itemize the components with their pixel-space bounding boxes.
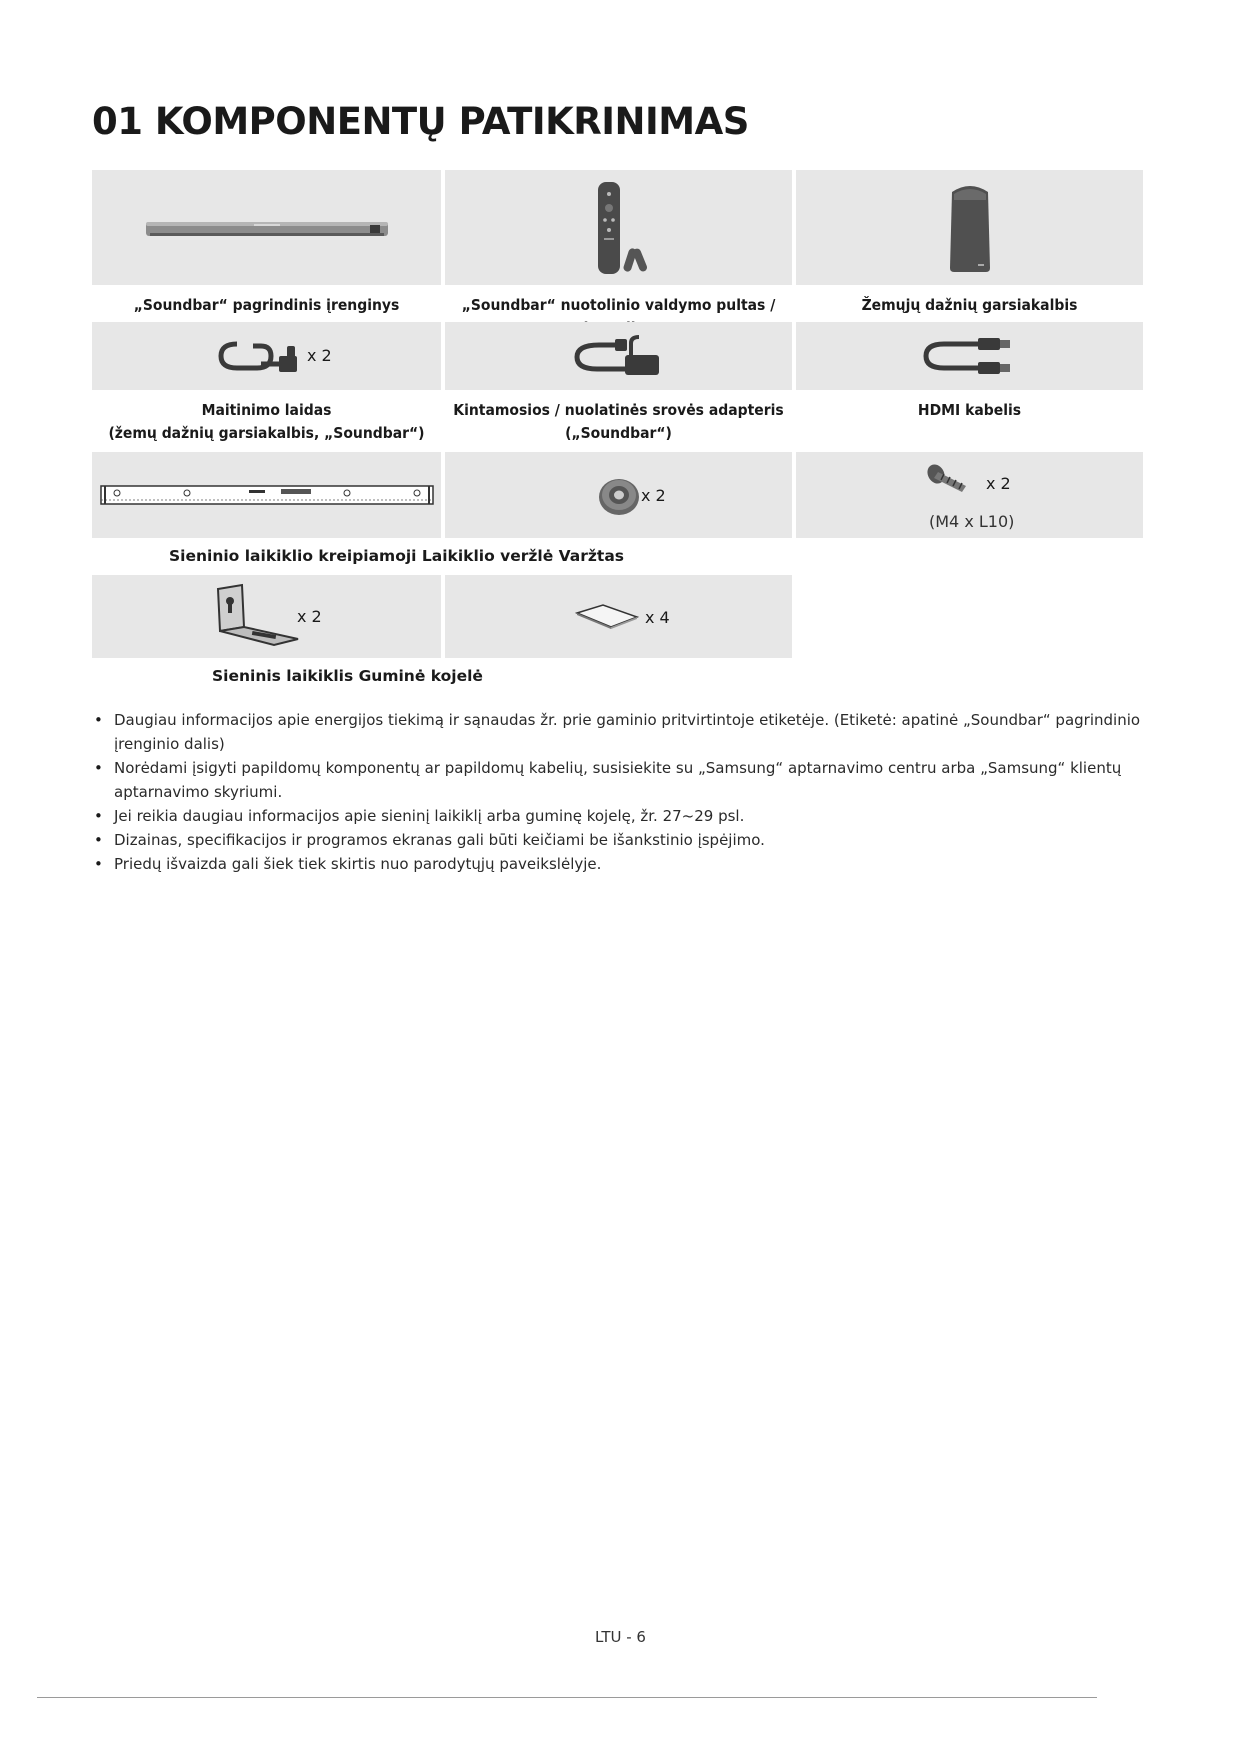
subwoofer-caption: Žemųjų dažnių garsiakalbis [861, 296, 1078, 314]
soundbar-image-cell [92, 170, 441, 285]
notes-list [92, 708, 1152, 876]
note-item: • Daugiau informacijos apie energijos tiekimą ir sąnaudas žr. prie gaminio pritvirtintoje etiketėje. (Etiketė: apatinė „Soundbar“ pagrindinio įrenginio dalis) [92, 708, 1152, 756]
soundbar-caption: „Soundbar“ pagrindinis įrenginys [133, 296, 400, 314]
note-item: • Priedų išvaizda gali šiek tiek skirtis nuo parodytųjų paveikslėlyje. [92, 852, 1152, 876]
soundbar-icon [142, 213, 392, 243]
note-item: • Jei reikia daugiau informacijos apie sieninį laikiklį arba guminę kojelę, žr. 27~29 psl. [92, 804, 1152, 828]
power-cord-image-cell [92, 322, 441, 390]
rubber-foot-image-cell [445, 575, 792, 658]
adapter-caption: Kintamosios / nuolatinės srovės adapteris („Soundbar“) [453, 401, 784, 442]
screw-image-cell [796, 452, 1143, 538]
holder-nut-image-cell [445, 452, 792, 538]
power-cord-icon [217, 334, 317, 378]
screw-icon [926, 462, 972, 496]
bracket-row-caption: Sieninis laikiklis Guminė kojelė [212, 667, 483, 685]
adapter-image-cell [445, 322, 792, 390]
hdmi-image-cell [796, 322, 1143, 390]
screw-size-label: (M4 x L10) [929, 512, 1015, 531]
page-number: LTU - 6 [595, 1628, 646, 1646]
page-title: 01 KOMPONENTŲ PATIKRINIMAS [92, 100, 749, 143]
subwoofer-icon [940, 178, 1000, 278]
note-item: • Dizainas, specifikacijos ir programos ekranas gali būti keičiami be išankstinio įspėjimo. [92, 828, 1152, 852]
bracket-image-cell [92, 575, 441, 658]
holder-nut-icon [595, 471, 643, 519]
wall-mount-guide-icon [99, 483, 435, 507]
rubber-foot-qty: x 4 [645, 608, 670, 627]
screw-qty: x 2 [986, 474, 1011, 493]
remote-image-cell [445, 170, 792, 285]
hdmi-caption: HDMI kabelis [917, 401, 1022, 419]
rubber-foot-icon [575, 601, 639, 631]
power-cord-qty: x 2 [307, 346, 332, 365]
note-item: • Norėdami įsigyti papildomų komponentų ar papildomų kabelių, susisiekite su „Samsung“ aptarnavimo centru arba „Samsung“ klientų aptarnavimo skyriumi. [92, 756, 1152, 804]
remote-caption: „Soundbar“ nuotolinio valdymo pultas / [461, 296, 776, 314]
subwoofer-image-cell [796, 170, 1143, 285]
hdmi-cable-icon [920, 336, 1020, 376]
power-cord-caption: Maitinimo laidas (žemų dažnių garsiakalbis, „Soundbar“) [108, 401, 425, 442]
remote-control-icon [584, 178, 654, 278]
footer-divider [37, 1697, 1097, 1698]
ac-dc-adapter-icon [569, 333, 669, 379]
wall-guide-row-caption: Sieninio laikiklio kreipiamoji Laikiklio veržlė Varžtas [169, 547, 625, 565]
bracket-qty: x 2 [297, 607, 322, 626]
wall-bracket-icon [212, 583, 302, 649]
holder-nut-qty: x 2 [641, 486, 666, 505]
wall-guide-image-cell [92, 452, 441, 538]
